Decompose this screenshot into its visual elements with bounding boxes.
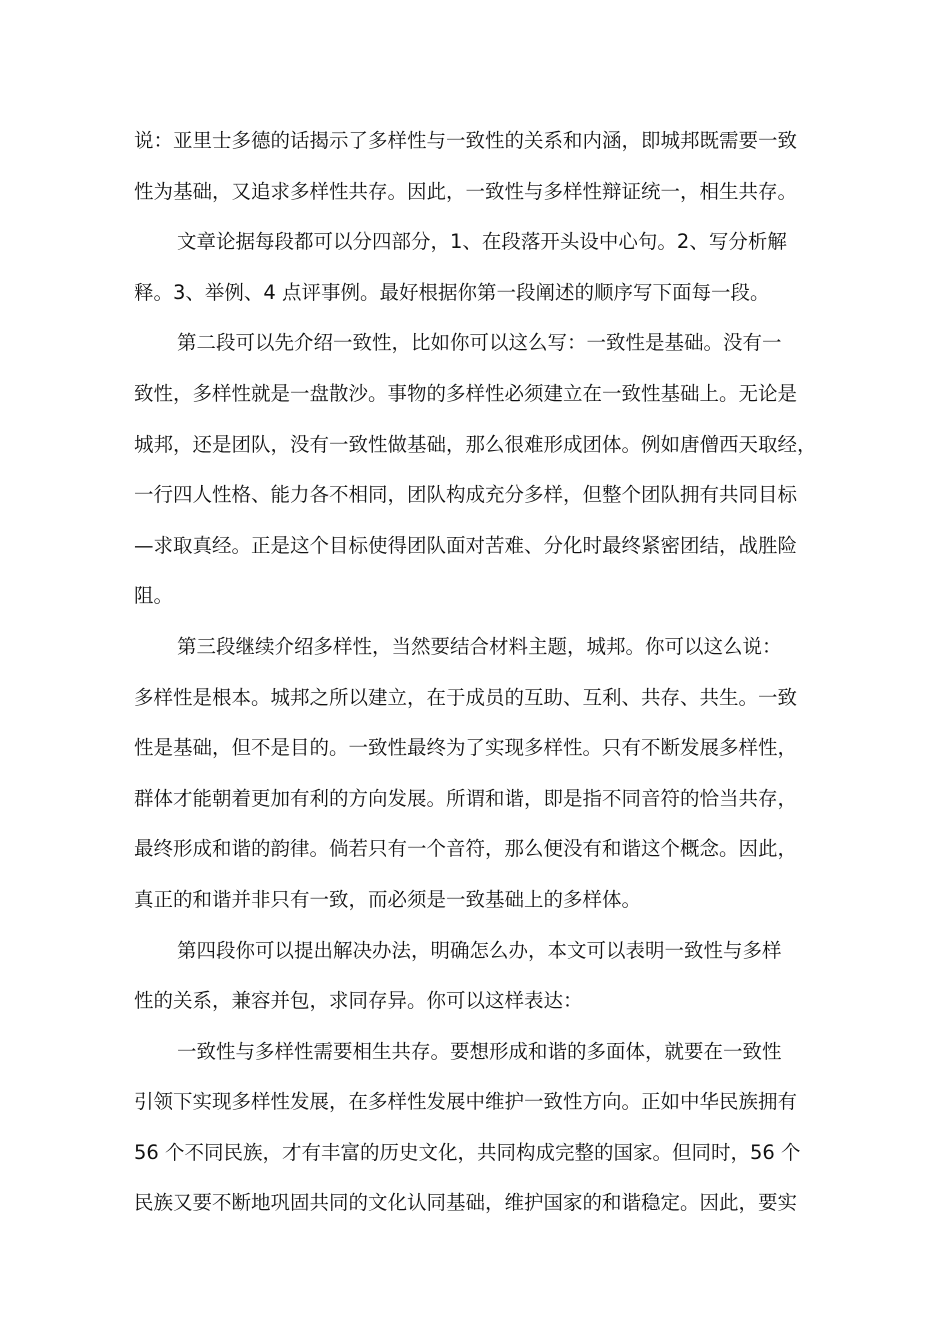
text-line: 56 个不同民族，才有丰富的历史文化，共同构成完整的国家。但同时，56 个 — [134, 1140, 801, 1164]
text-line: 性的关系，兼容并包，求同存异。你可以这样表达： — [134, 989, 583, 1013]
text-line: 多样性是根本。城邦之所以建立，在于成员的互助、互利、共存、共生。一致 — [134, 685, 798, 709]
text-line: 第二段可以先介绍一致性，比如你可以这么写：一致性是基础。没有一 — [177, 331, 782, 355]
text-line: 第三段继续介绍多样性，当然要结合材料主题，城邦。你可以这么说： — [177, 634, 782, 658]
text-line: 民族又要不断地巩固共同的文化认同基础，维护国家的和谐稳定。因此，要实 — [134, 1191, 798, 1215]
text-line: 真正的和谐并非只有一致，而必须是一致基础上的多样体。 — [134, 887, 642, 911]
text-line: 最终形成和谐的韵律。倘若只有一个音符，那么便没有和谐这个概念。因此， — [134, 837, 798, 861]
text-line: —求取真经。正是这个目标使得团队面对苦难、分化时最终紧密团结，战胜险 — [134, 533, 798, 557]
document-body — [134, 116, 834, 1229]
text-line: 一致性与多样性需要相生共存。要想形成和谐的多面体，就要在一致性 — [177, 1039, 782, 1063]
text-line: 引领下实现多样性发展，在多样性发展中维护一致性方向。正如中华民族拥有 — [134, 1090, 798, 1114]
text-line: 致性，多样性就是一盘散沙。事物的多样性必须建立在一致性基础上。无论是 — [134, 381, 798, 405]
text-line: 第四段你可以提出解决办法，明确怎么办，本文可以表明一致性与多样 — [177, 938, 782, 962]
text-line: 一行四人性格、能力各不相同，团队构成充分多样，但整个团队拥有共同目标 — [134, 483, 798, 507]
text-line: 文章论据每段都可以分四部分，1、在段落开头设中心句。2、写分析解 — [177, 230, 787, 254]
text-line: 说：亚里士多德的话揭示了多样性与一致性的关系和内涵，即城邦既需要一致 — [134, 129, 798, 152]
text-line: 性是基础，但不是目的。一致性最终为了实现多样性。只有不断发展多样性， — [134, 736, 798, 760]
text-line: 群体才能朝着更加有利的方向发展。所谓和谐，即是指不同音符的恰当共存， — [134, 786, 798, 810]
text-line: 释。3、举例、4 点评事例。最好根据你第一段阐述的顺序写下面每一段。 — [134, 280, 770, 304]
text-line: 阻。 — [134, 584, 174, 608]
text-line: 性为基础，又追求多样性共存。因此，一致性与多样性辩证统一，相生共存。 — [134, 179, 798, 203]
text-line: 城邦，还是团队，没有一致性做基础，那么很难形成团体。例如唐僧西天取经， — [134, 432, 817, 456]
